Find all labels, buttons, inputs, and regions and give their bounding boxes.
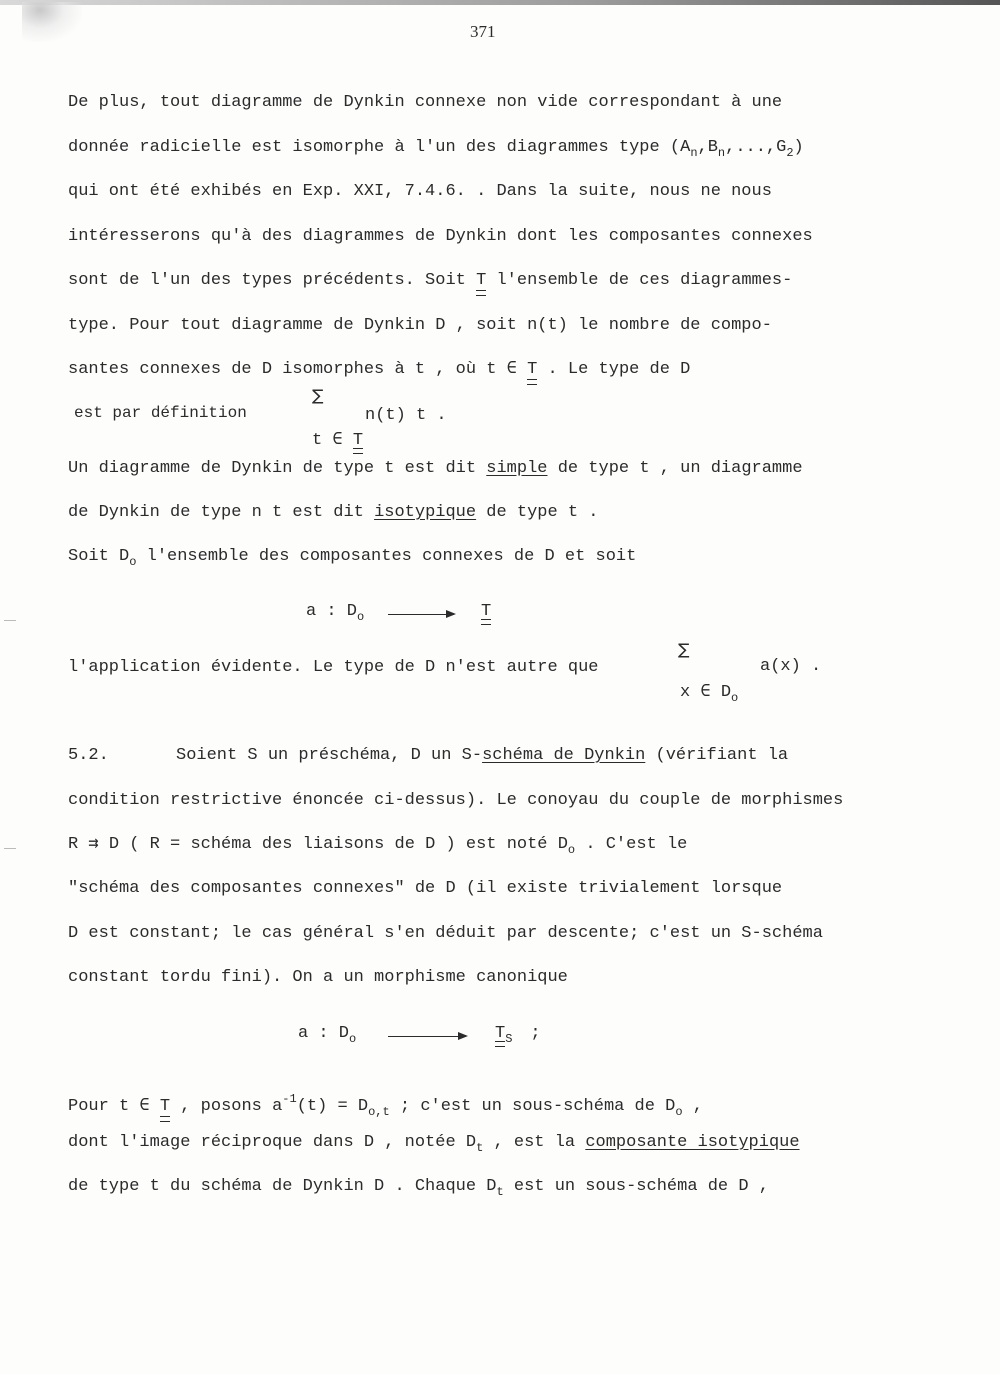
- text-line: condition restrictive énoncée ci-dessus). Le conoyau du couple de morphismes: [68, 791, 844, 810]
- text-line: Soit $D_o$ l'ensemble des composantes connexes de D et soit: [68, 547, 637, 569]
- arrow: [388, 1036, 466, 1037]
- bold-T-symbol: T: [476, 271, 487, 290]
- text-line: constant tordu fini). On a un morphisme canonique: [68, 968, 568, 987]
- sum-symbol: ∑: [678, 641, 690, 659]
- text-line: sont de l'un des types précédents. Soit T l'ensemble de ces diagrammes-: [68, 271, 793, 290]
- scan-corner-smudge: [22, 2, 82, 42]
- bold-T-symbol: T: [481, 602, 492, 621]
- text-line: de type t du schéma de Dynkin D . Chaque $D_t$ est un sous-schéma de D ,: [68, 1177, 769, 1199]
- text-line: santes connexes de D isomorphes à t , où t ∈ T . Le type de D: [68, 360, 691, 379]
- text-line: Pour t ∈ T , posons $a^{-1}(t) = D_{o,t}$ ; c'est un sous-schéma de $D_o$ ,: [68, 1092, 703, 1119]
- text-line: donnée radicielle est isomorphe à l'un des diagrammes type $(A_n,B_n,...,G_2)$: [68, 138, 804, 160]
- text-line: dont l'image réciproque dans D , notée $D_t$ , est la composante isotypique: [68, 1133, 800, 1155]
- text-line: "schéma des composantes connexes" de D (il existe trivialement lorsque: [68, 879, 783, 898]
- sum-symbol: ∑: [312, 387, 324, 405]
- text-line: qui ont été exhibés en Exp. XXI, 7.4.6. . Dans la suite, nous ne nous: [68, 182, 772, 201]
- sum-term: n(t) t .: [365, 406, 447, 425]
- scan-top-edge: [0, 0, 1000, 5]
- text-line: De plus, tout diagramme de Dynkin connexe non vide correspondant à une: [68, 93, 783, 112]
- text-line: Un diagramme de Dynkin de type t est dit simple de type t , un diagramme: [68, 459, 803, 478]
- text-line: intéresserons qu'à des diagrammes de Dynkin dont les composantes connexes: [68, 227, 813, 246]
- section-number: 5.2.: [68, 746, 109, 765]
- text-line: type. Pour tout diagramme de Dynkin D , soit n(t) le nombre de compo-: [68, 316, 772, 335]
- text-line: D est constant; le cas général s'en déduit par descente; c'est un S-schéma: [68, 924, 823, 943]
- arrow: [388, 614, 454, 615]
- text-line: R ⇉ D ( R = schéma des liaisons de D ) est noté $D_o$ . C'est le: [68, 835, 688, 857]
- text-line: l'application évidente. Le type de D n'est autre que: [68, 658, 599, 677]
- bold-T-symbol: T: [527, 360, 538, 379]
- text-line: est par définition: [74, 404, 247, 422]
- text-line: Soient S un préschéma, D un S-schéma de Dynkin (vérifiant la: [176, 746, 789, 765]
- margin-mark: [4, 620, 16, 621]
- sum-index: x ∈ $D_o$: [680, 683, 739, 705]
- bold-T-symbol: $T_S$ ;: [495, 1024, 541, 1046]
- margin-mark: [4, 848, 16, 849]
- map-formula: a : $D_o$: [306, 602, 365, 624]
- map-formula: a : $D_o$: [298, 1024, 357, 1046]
- text-line: de Dynkin de type n t est dit isotypique de type t .: [68, 503, 599, 522]
- sum-term: a(x) .: [760, 657, 822, 676]
- sum-index: t ∈ T: [312, 431, 364, 450]
- page-number: 371: [470, 22, 496, 41]
